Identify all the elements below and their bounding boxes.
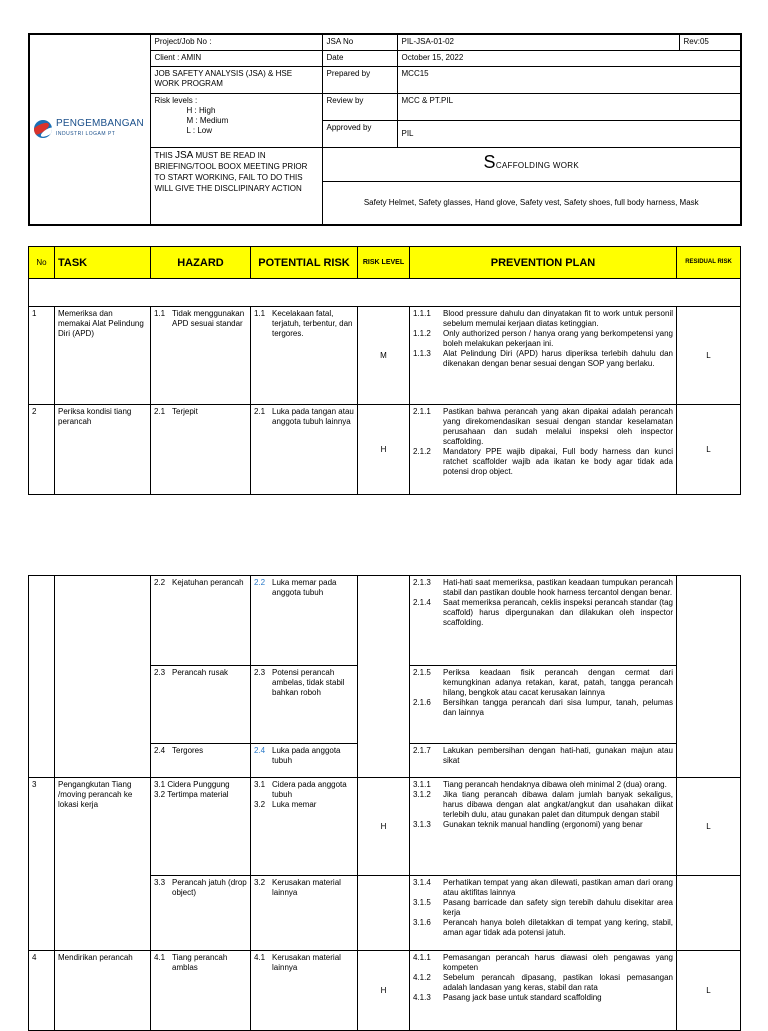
row-prevention: 2.1.7 Lakukan pembersihan dengan hati-hati, gunakan majun atau sikat bbox=[410, 744, 677, 778]
row-risk-level: H bbox=[358, 951, 410, 1031]
row-no: 2 bbox=[29, 405, 55, 495]
row-residual-risk: L bbox=[677, 778, 741, 876]
review-value: MCC & PT.PIL bbox=[397, 93, 741, 120]
row-risk-level: M bbox=[358, 307, 410, 405]
approved-label: Approved by bbox=[322, 120, 397, 147]
row-potential-risk: Luka memar bbox=[272, 800, 317, 809]
row-residual-risk: L bbox=[677, 951, 741, 1031]
row-hazard: Perancah rusak bbox=[172, 668, 229, 677]
logo-mark-icon bbox=[34, 120, 52, 138]
row-prevention: 3.1.1 Tiang perancah hendaknya dibawa oleh minimal 2 (dua) orang. 3.1.2 Jika tiang perancah dibawa dalam jumlah banyak sekaligus, harus dibawa dengan alat angkat/angkut dan usahakan diikat terlebih dulu, atau gunakan palet dan ditumpuk dengan stabil 3.1.3 Gunakan teknik manual handling (ergonomi) yang benar bbox=[410, 778, 677, 876]
row-prevention: 3.1.4 Perhatikan tempat yang akan dilewati, pastikan aman dari orang atau aktifitas lainnya 3.1.5 Pasang barricade dan safety sign terebih dahulu disekitar area kerja 3.1.6 Perancah hanya boleh diletakkan di tempat yang kering, stabil, aman agar tidak ada potensi jatuh. bbox=[410, 876, 677, 951]
row-potential-risk: Kerusakan material lainnya bbox=[272, 953, 341, 972]
program-title: JOB SAFETY ANALYSIS (JSA) & HSE WORK PROGRAM bbox=[150, 66, 322, 93]
col-no: No bbox=[29, 247, 55, 279]
risk-medium: M : Medium bbox=[186, 115, 229, 125]
row-prevention: 2.1.3 Hati-hati saat memeriksa, pastikan keadaan tumpukan perancah stabil dan pastikan double hook harness tercantol dengan benar. 2.1.4 Saat memeriksa perancah, ceklis inspeksi perancah standar (tag scaffold) harus dipergunakan dan dilakukan oleh inspector scaffolding. bbox=[410, 576, 677, 666]
table-row: 3.3 Perancah jatuh (drop object) 3.2 Kerusakan material lainnya 3.1.4 Perhatikan tempat yang akan dilewati, pastikan aman dari orang atau aktifitas lainnya 3.1.5 Pasang barricade dan safety sign terebih dahulu disekitar area kerja 3.1.6 Perancah hanya boleh diletakkan di tempat yang kering, stabil, aman agar tidak ada potensi jatuh. bbox=[29, 876, 741, 951]
row-hazard: Kejatuhan perancah bbox=[172, 578, 244, 587]
table-row: 2.2 Kejatuhan perancah 2.2 Luka memar pada anggota tubuh 2.1.3 Hati-hati saat memeriksa, pastikan keadaan tumpukan perancah stabil dan pastikan double hook harness tercantol dengan benar. 2.1.4 Saat memeriksa perancah, ceklis inspeksi perancah standar (tag scaffold) harus dipergunakan dan dilakukan oleh inspector scaffolding. bbox=[29, 576, 741, 666]
row-potential-risk: Cidera pada anggota tubuh bbox=[272, 780, 347, 799]
row-hazard: Tiang perancah amblas bbox=[172, 953, 228, 972]
date-label: Date bbox=[322, 50, 397, 66]
col-prevention-plan: PREVENTION PLAN bbox=[410, 247, 677, 279]
prepared-label: Prepared by bbox=[322, 66, 397, 93]
jsa-note: THIS JSA MUST BE READ IN BRIEFING/TOOL BOOX MEETING PRIOR TO START WORKING, FAIL TO DO THIS WILL GIVE THE DISCLIPINARY ACTION bbox=[150, 147, 322, 225]
row-prevention: 2.1.5 Periksa keadaan fisik perancah dengan cermat dari kemungkinan adanya retakan, karat, patah, tangga perancah hilang, bengkok atau cacat kerusakan lainnya 2.1.6 Bersihkan tangga perancah dari sisa lumpur, tanah, pelumas dan lainnya bbox=[410, 666, 677, 744]
row-potential-risk: Luka memar pada anggota tubuh bbox=[272, 578, 337, 597]
row-risk-level: H bbox=[358, 405, 410, 495]
row-potential-risk: Luka pada tangan atau anggota tubuh lainnya bbox=[272, 407, 354, 426]
risk-high: H : High bbox=[186, 105, 216, 115]
col-hazard: HAZARD bbox=[151, 247, 251, 279]
company-logo bbox=[34, 119, 146, 139]
revision: Rev:05 bbox=[679, 34, 741, 50]
ppe-list: Safety Helmet, Safety glasses, Hand glove, Safety vest, Safety shoes, full body harness, Mask bbox=[363, 197, 699, 207]
client: Client : AMIN bbox=[150, 50, 322, 66]
row-hazard: Terjepit bbox=[172, 407, 198, 416]
col-risk-level: RISK LEVEL bbox=[358, 247, 410, 279]
table-row: 2 Periksa kondisi tiang perancah 2.1 Terjepit 2.1 Luka pada tangan atau anggota tubuh lainnya H 2.1.1 Pastikan bahwa perancah yang akan dipakai adalah perancah yang direkomendasikan sesuai dengan standar keselamatan perusahaan dan sudah melalui inspeksi oleh inspector scaffolding. 2.1.2 Mandatory PPE wajib dipakai, Full body harness dan kunci ratchet scaffolder wajib ada ikatan ke body agar tidak ada potensi drop object. L bbox=[29, 405, 741, 495]
prepared-value: MCC15 bbox=[397, 66, 741, 93]
row-hazard: 3.2 Tertimpa material bbox=[154, 790, 229, 799]
row-residual-risk: L bbox=[677, 307, 741, 405]
risk-levels bbox=[150, 93, 322, 147]
page-title: SCAFFOLDING WORK bbox=[323, 148, 741, 182]
row-prevention: 4.1.1 Pemasangan perancah harus diawasi oleh pengawas yang kompeten 4.1.2 Sebelum perancah dipasang, pastikan lokasi pemasangan adalah landasan yang keras, stabil dan rata 4.1.3 Pasang jack base untuk standard scaffolding bbox=[410, 951, 677, 1031]
row-hazard: 3.1 Cidera Punggung bbox=[154, 780, 230, 789]
row-prevention: 1.1.1 Blood pressure dahulu dan dinyatakan fit to work untuk personil sebelum memulai kerjaan diatas ketinggian. 1.1.2 Only authorized person / hanya orang yang berkompetensi yang boleh melakukan pekerjaan ini. 1.1.3 Alat Pelindung Diri (APD) harus diperiksa terlebih dahulu dan dikenakan dengan benar sesuai dengan SOP yang berlaku. bbox=[410, 307, 677, 405]
row-potential-risk: Kecelakaan fatal, terjatuh, terbentur, dan tergores. bbox=[272, 309, 353, 338]
row-task: Memeriksa dan memakai Alat Pelindung Diri (APD) bbox=[55, 307, 151, 405]
approved-value: PIL bbox=[397, 120, 741, 147]
risk-levels-title: Risk levels : bbox=[154, 95, 198, 105]
logo-cell bbox=[29, 34, 150, 225]
row-hazard: Perancah jatuh (drop object) bbox=[172, 878, 247, 897]
company-subname: INDUSTRI LOGAM PT bbox=[56, 131, 116, 138]
jsa-no-value: PIL-JSA-01-02 bbox=[397, 34, 679, 50]
row-no: 1 bbox=[29, 307, 55, 405]
table-row: 2.4 Tergores 2.4 Luka pada anggota tubuh 2.1.7 Lakukan pembersihan dengan hati-hati, gunakan majun atau sikat bbox=[29, 744, 741, 778]
row-prevention: 2.1.1 Pastikan bahwa perancah yang akan dipakai adalah perancah yang direkomendasikan sesuai dengan standar keselamatan perusahaan dan sudah melalui inspeksi oleh inspector scaffolding. 2.1.2 Mandatory PPE wajib dipakai, Full body harness dan kunci ratchet scaffolder wajib ada ikatan ke body agar tidak ada potensi drop object. bbox=[410, 405, 677, 495]
table-row: 4 Mendirikan perancah 4.1 Tiang perancah amblas 4.1 Kerusakan material lainnya H 4.1.1 Pemasangan perancah harus diawasi oleh pengawas yang kompeten 4.1.2 Sebelum perancah dipasang, pastikan lokasi pemasangan adalah landasan yang keras, stabil dan rata 4.1.3 Pasang jack base untuk standard scaffolding L bbox=[29, 951, 741, 1031]
date-value: October 15, 2022 bbox=[397, 50, 741, 66]
row-task: Periksa kondisi tiang perancah bbox=[55, 405, 151, 495]
row-no: 3 bbox=[29, 778, 55, 951]
review-label: Review by bbox=[322, 93, 397, 120]
row-potential-risk: Luka pada anggota tubuh bbox=[272, 746, 341, 765]
jsa-table-1 bbox=[28, 246, 741, 495]
row-potential-risk: Potensi perancah ambelas, tidak stabil bahkan roboh bbox=[272, 668, 345, 697]
row-risk-level: H bbox=[358, 778, 410, 876]
row-potential-risk: Kerusakan material lainnya bbox=[272, 878, 341, 897]
row-task: Mendirikan perancah bbox=[55, 951, 151, 1031]
row-no: 4 bbox=[29, 951, 55, 1031]
col-task: TASK bbox=[55, 247, 151, 279]
row-task: Pengangkutan Tiang /moving perancah ke lokasi kerja bbox=[55, 778, 151, 951]
table-row: 1 Memeriksa dan memakai Alat Pelindung Diri (APD) 1.1 Tidak menggunakan APD sesuai standar 1.1 Kecelakaan fatal, terjatuh, terbentur, dan tergores. M 1.1.1 Blood pressure dahulu dan dinyatakan fit to work untuk personil sebelum memulai kerjaan diatas ketinggian. 1.1.2 Only authorized person / hanya orang yang berkompetensi yang boleh melakukan pekerjaan ini. 1.1.3 Alat Pelindung Diri (APD) harus diperiksa terlebih dahulu dan dikenakan dengan benar sesuai dengan SOP yang berlaku. L bbox=[29, 307, 741, 405]
project-label: Project/Job No : bbox=[150, 34, 322, 50]
row-hazard: Tidak menggunakan APD sesuai standar bbox=[172, 309, 245, 328]
col-residual-risk: RESIDUAL RISK bbox=[677, 247, 741, 279]
jsa-no-label: JSA No bbox=[322, 34, 397, 50]
row-residual-risk: L bbox=[677, 405, 741, 495]
jsa-table-2 bbox=[28, 575, 741, 1031]
table-row: 3 Pengangkutan Tiang /moving perancah ke lokasi kerja 3.1 Cidera Punggung 3.2 Tertimpa material 3.1 Cidera pada anggota tubuh 3.2 Luka memar H 3.1.1 Tiang perancah hendaknya dibawa oleh minimal 2 (dua) orang. 3.1.2 Jika tiang perancah dibawa dalam jumlah banyak sekaligus, harus dibawa dengan alat angkat/angkut dan usahakan diikat terlebih dulu, atau gunakan palet dan ditumpuk dengan stabil 3.1.3 Gunakan teknik manual handling (ergonomi) yang benar L bbox=[29, 778, 741, 876]
risk-low: L : Low bbox=[186, 125, 212, 135]
spacer-row bbox=[29, 279, 741, 307]
row-hazard: Tergores bbox=[172, 746, 204, 755]
table-row: 2.3 Perancah rusak 2.3 Potensi perancah ambelas, tidak stabil bahkan roboh 2.1.5 Periksa keadaan fisik perancah dengan cermat dari kemungkinan adanya retakan, karat, patah, tangga perancah hilang, bengkok atau cacat kerusakan lainnya 2.1.6 Bersihkan tangga perancah dari sisa lumpur, tanah, pelumas dan lainnya bbox=[29, 666, 741, 744]
col-potential-risk: POTENTIAL RISK bbox=[251, 247, 358, 279]
company-name: PENGEMBANGAN bbox=[56, 118, 144, 130]
header-table bbox=[28, 33, 742, 226]
